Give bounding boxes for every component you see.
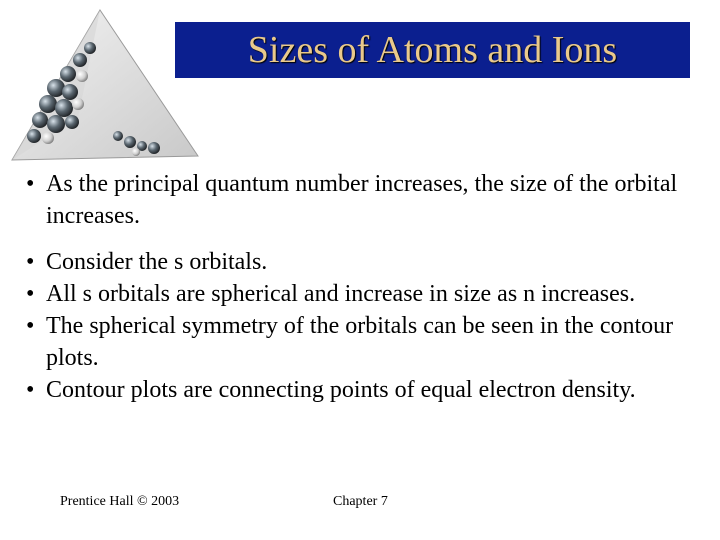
footer-publisher: Prentice Hall © 2003 (60, 494, 180, 509)
slide-title: Sizes of Atoms and Ions (247, 29, 618, 71)
bullet-item: • Consider the s orbitals. (26, 246, 706, 278)
bullet-item: • All s orbitals are spherical and increase in size as n increases. (26, 278, 706, 310)
footer-chapter: Chapter 7 (333, 494, 388, 509)
bullet-item: • Contour plots are connecting points of equal electron density. (26, 374, 706, 406)
bullet-item: • The spherical symmetry of the orbitals can be seen in the contour plots. (26, 310, 706, 374)
bullet-list (26, 168, 706, 406)
title-bar (175, 22, 690, 78)
bullet-item: • As the principal quantum number increases, the size of the orbital increases. (26, 168, 706, 232)
